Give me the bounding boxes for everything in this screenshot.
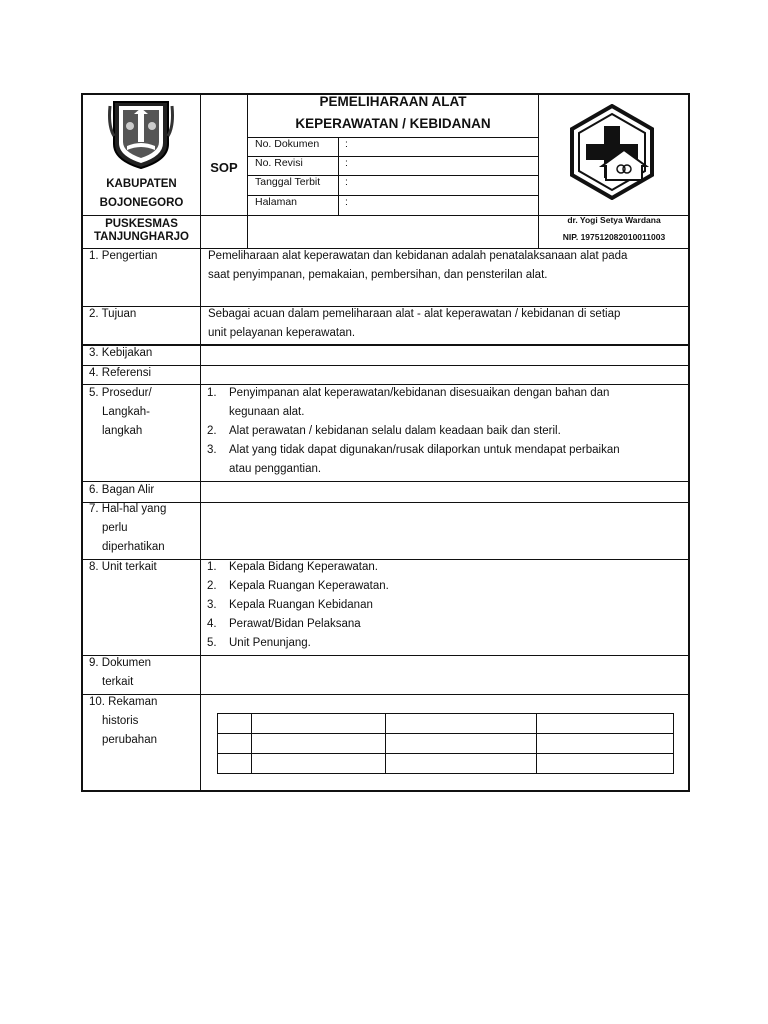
tujuan-line1: Sebagai acuan dalam pemeliharaan alat - alat keperawatan / kebidanan di setiap [208,308,621,320]
list-item-text: Alat perawatan / kebidanan selalu dalam keadaan baik dan steril. [229,425,561,437]
label-hal-line3: diperhatikan [102,541,165,553]
list-item [207,634,311,653]
facility-name-line1: PUSKESMAS [105,218,178,230]
label-dokumen-line2: terkait [102,676,134,688]
label-kebijakan: 3. Kebijakan [89,347,153,359]
list-item-text: Perawat/Bidan Pelaksana [229,618,361,630]
tujuan-line2: unit pelayanan keperawatan. [208,327,356,339]
title-line2: KEPERAWATAN / KEBIDANAN [295,116,491,131]
signer-nip: NIP. 197512082010011003 [562,232,666,242]
label-prosedur-line3: langkah [102,425,143,437]
meta-sep-terbit: : [345,176,348,188]
label-prosedur-line2: Langkah- [102,406,150,418]
list-item-text: Kepala Bidang Keperawatan. [229,561,378,573]
list-item-text: Unit Penunjang. [229,637,311,649]
list-item-number: 5. [207,637,217,649]
meta-label-terbit: Tanggal Terbit [255,176,321,188]
list-item [207,577,389,596]
signer-name: dr. Yogi Setya Wardana [567,215,661,225]
label-tujuan: 2. Tujuan [89,308,137,320]
meta-sep-halaman: : [345,196,348,208]
list-item-number: 1. [207,561,217,573]
list-item-number: 2. [207,580,217,592]
label-pengertian: 1. Pengertian [89,250,158,262]
sop-label: SOP [210,160,238,175]
label-referensi: 4. Referensi [89,367,152,379]
meta-sep-revisi: : [345,157,348,169]
meta-label-halaman: Halaman [255,196,298,208]
list-item-text: Alat yang tidak dapat digunakan/rusak dilaporkan untuk mendapat perbaikan [229,444,620,456]
title-line1: PEMELIHARAAN ALAT [319,94,467,109]
list-item-text: Penyimpanan alat keperawatan/kebidanan disesuaikan dengan bahan dan [229,387,610,399]
label-rekaman-line3: perubahan [102,734,157,746]
list-item-text: Kepala Ruangan Kebidanan [229,599,373,611]
region-name-line1: KABUPATEN [106,178,177,190]
list-item-number: 4. [207,618,217,630]
list-item [207,422,561,441]
region-name-line2: BOJONEGORO [99,197,184,209]
label-prosedur-line1: 5. Prosedur/ [89,387,152,399]
list-item-continuation: kegunaan alat. [229,406,305,418]
label-rekaman-line1: 10. Rekaman [89,696,158,708]
label-hal-line1: 7. Hal-hal yang [89,503,167,515]
pengertian-line1: Pemeliharaan alat keperawatan dan kebidanan adalah penatalaksanaan alat pada [208,250,628,262]
list-item-continuation: atau penggantian. [229,463,322,475]
label-rekaman-line2: historis [102,715,139,727]
list-item-number: 2. [207,425,217,437]
pengertian-line2: saat penyimpanan, pemakaian, pembersihan, dan pensterilan alat. [208,269,548,281]
meta-label-dokumen: No. Dokumen [255,138,320,150]
meta-sep-dokumen: : [345,138,348,150]
label-unit-terkait: 8. Unit terkait [89,561,157,573]
label-dokumen-line1: 9. Dokumen [89,657,152,669]
regency-emblem-icon [108,96,174,170]
meta-label-revisi: No. Revisi [255,157,303,169]
facility-name-line2: TANJUNGHARJO [94,231,189,243]
label-hal-line2: perlu [102,522,128,534]
label-bagan-alir: 6. Bagan Alir [89,484,155,496]
list-item-number: 3. [207,599,217,611]
list-item [207,596,373,615]
list-item [207,384,609,403]
list-item [207,558,378,577]
list-item-number: 3. [207,444,217,456]
list-item [207,441,620,460]
list-item-text: Kepala Ruangan Keperawatan. [229,580,389,592]
list-item-number: 1. [207,387,217,399]
puskesmas-cross-logo-icon [564,104,660,200]
list-item [207,615,361,634]
